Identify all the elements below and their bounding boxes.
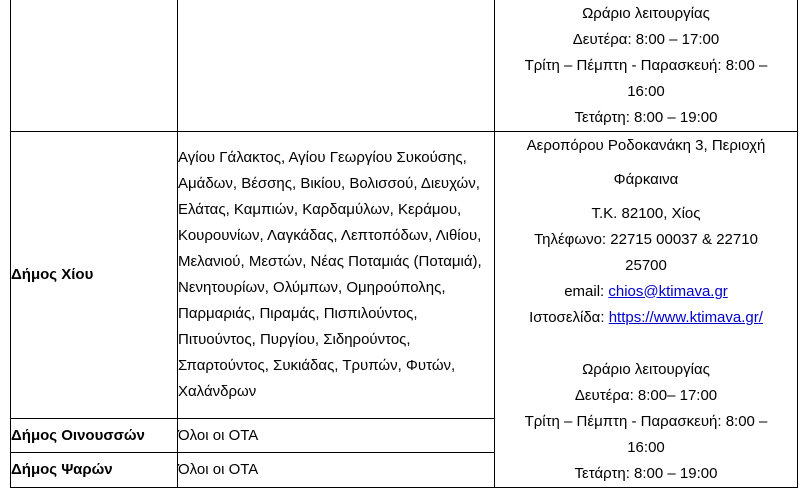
hours-tue-thu-fri-end: 16:00 <box>627 82 665 100</box>
address-line: Αεροπόρου Ροδοκανάκη 3, Περιοχή <box>526 136 766 154</box>
areas-cell <box>178 0 495 132</box>
website-link[interactable]: https://www.ktimava.gr/ <box>608 308 763 326</box>
municipality-cell <box>11 0 178 132</box>
office-info-cell <box>495 132 798 488</box>
hours-tue-thu-fri: Τρίτη – Πέμπτη - Παρασκευή: 8:00 – <box>524 56 768 74</box>
areas-cell: Αγίου Γάλακτος, Αγίου Γεωργίου Συκούσης, Αμάδων, Βέσσης, Βικίου, Βολισσού, Διευχών, Ελάτας, Καμπιών, Καρδαμύλων, Κεράμου, Κουρουνίων, Λαγκάδας, Λεπτοπόδων, Λιθίου, Μελανιού, Μεστών, Νέας Ποταμιάς (Ποταμιά), Νενητουρίων, Ολύμπων, Ομηρούπολης, Παρμαριάς, Πιραμάς, Πισπιλούντος, Πιτυούντος, Πυργίου, Σιδηρούντος, Σπαρτούντος, Συκιάδας, Τρυπών, Φυτών, Χαλάνδρων <box>178 132 495 419</box>
hours-monday: Δευτέρα: 8:00– 17:00 <box>574 386 718 404</box>
cadastre-offices-table <box>10 0 798 488</box>
hours-title: Ωράριο λειτουργίας <box>582 360 710 378</box>
hours-title: Ωράριο λειτουργίας <box>582 4 710 22</box>
hours-tue-thu-fri: Τρίτη – Πέμπτη - Παρασκευή: 8:00 – <box>524 412 768 430</box>
municipality-cell <box>11 132 178 419</box>
table-row <box>11 0 798 132</box>
hours-wednesday: Τετάρτη: 8:00 – 19:00 <box>574 108 718 126</box>
website-row <box>495 305 797 331</box>
municipality-name: Δήμος Οινουσσών <box>11 426 145 444</box>
website-label: Ιστοσελίδα: <box>529 308 609 326</box>
email-link[interactable]: chios@ktimava.gr <box>608 282 728 300</box>
address-area: Φάρκαινα <box>613 170 679 188</box>
areas-cell: Όλοι οι ΟΤΑ <box>178 419 495 453</box>
municipality-cell <box>11 453 178 488</box>
areas-cell: Όλοι οι ΟΤΑ <box>178 453 495 488</box>
hours-wednesday: Τετάρτη: 8:00 – 19:00 <box>574 464 718 482</box>
hours-monday: Δευτέρα: 8:00 – 17:00 <box>572 30 720 48</box>
phone-continued: 25700 <box>625 256 667 274</box>
municipality-name: Δήμος Ψαρών <box>11 461 113 478</box>
table-row <box>11 132 798 419</box>
office-info-cell <box>495 0 798 132</box>
email-row <box>495 279 797 305</box>
email-label: email: <box>564 282 609 300</box>
phone: Τηλέφωνο: 22715 00037 & 22710 <box>534 230 758 248</box>
hours-tue-thu-fri-end: 16:00 <box>627 438 665 456</box>
municipality-name: Δήμος Χίου <box>11 266 94 283</box>
municipality-cell <box>11 419 178 453</box>
postal-code: Τ.Κ. 82100, Χίος <box>591 204 701 222</box>
